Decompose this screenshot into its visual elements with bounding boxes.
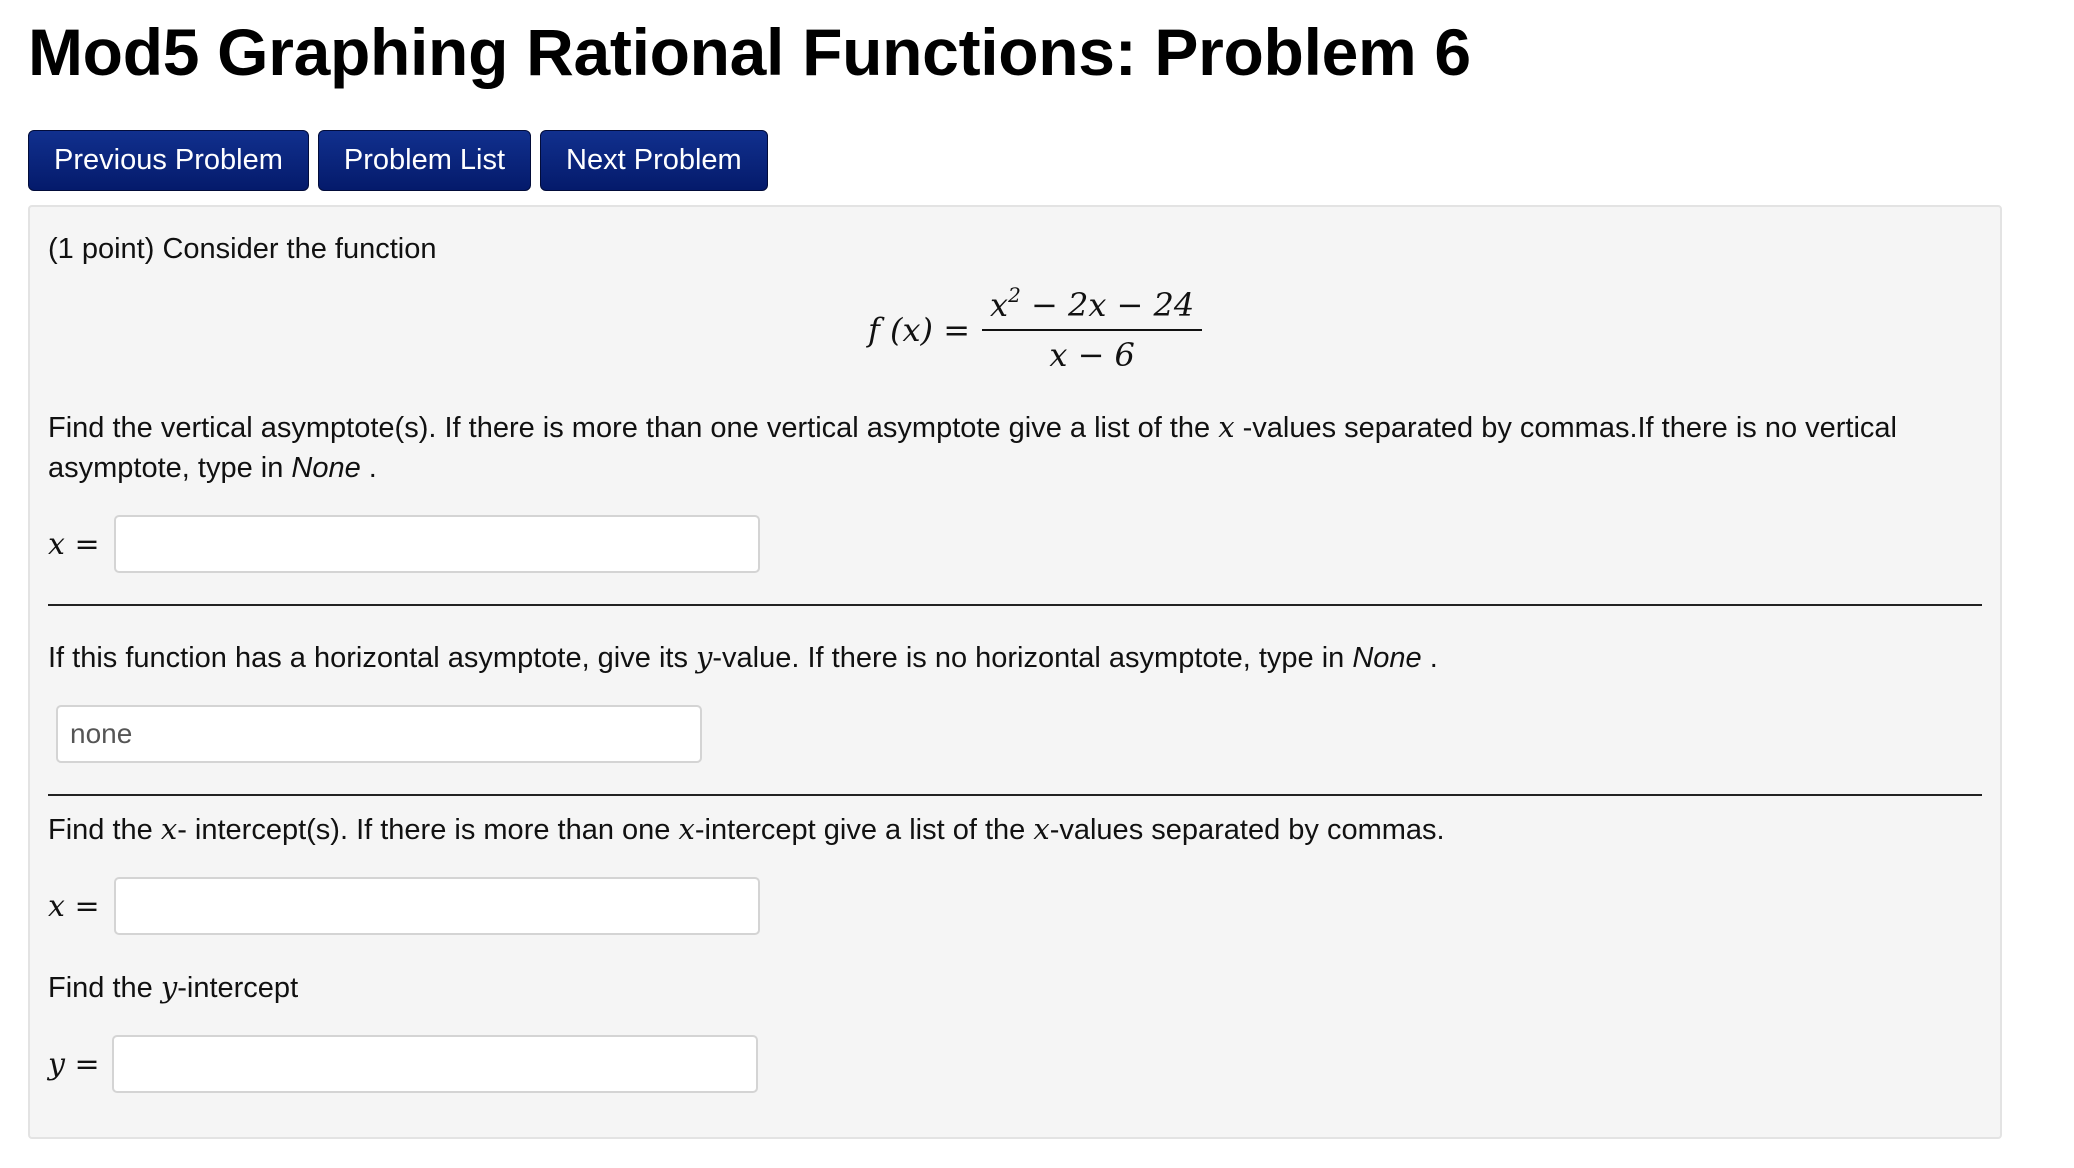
function-fraction [982, 285, 1202, 375]
y-intercept-input[interactable] [112, 1035, 758, 1093]
divider [48, 604, 1982, 606]
vertical-asymptote-label: x = [48, 527, 100, 562]
function-lhs: f (x) = [868, 311, 971, 349]
problem-panel [28, 205, 2002, 1139]
function-equation [868, 285, 1202, 375]
problem-list-button[interactable]: Problem List [318, 130, 531, 191]
problem-navigation [28, 130, 768, 191]
page-title: Mod5 Graphing Rational Functions: Problem 6 [28, 15, 1471, 89]
problem-intro: (1 point) Consider the function [48, 233, 437, 265]
previous-problem-button[interactable]: Previous Problem [28, 130, 309, 191]
function-numerator: $x^2 - 2x - 24$ [982, 285, 1202, 331]
y-intercept-label: y = [48, 1047, 100, 1082]
horizontal-asymptote-input[interactable] [56, 705, 702, 763]
x-intercept-prompt: Find the x- intercept(s). If there is more than one x-intercept give a list of the x-values separated by commas. [48, 812, 1445, 846]
y-intercept-prompt: Find the y-intercept [48, 970, 299, 1004]
vertical-asymptote-prompt: Find the vertical asymptote(s). If there is more than one vertical asymptote give a list of the x -values separated by commas.If there is no vertical asymptote, type in None . [48, 410, 1898, 484]
function-denominator: x − 6 [1049, 336, 1135, 374]
vertical-asymptote-input[interactable] [114, 515, 760, 573]
x-intercept-label: x = [48, 889, 100, 924]
horizontal-asymptote-prompt: If this function has a horizontal asymptote, give its y-value. If there is no horizontal asymptote, type in None . [48, 640, 1438, 674]
next-problem-button[interactable]: Next Problem [540, 130, 768, 191]
divider [48, 794, 1982, 796]
x-intercept-input[interactable] [114, 877, 760, 935]
